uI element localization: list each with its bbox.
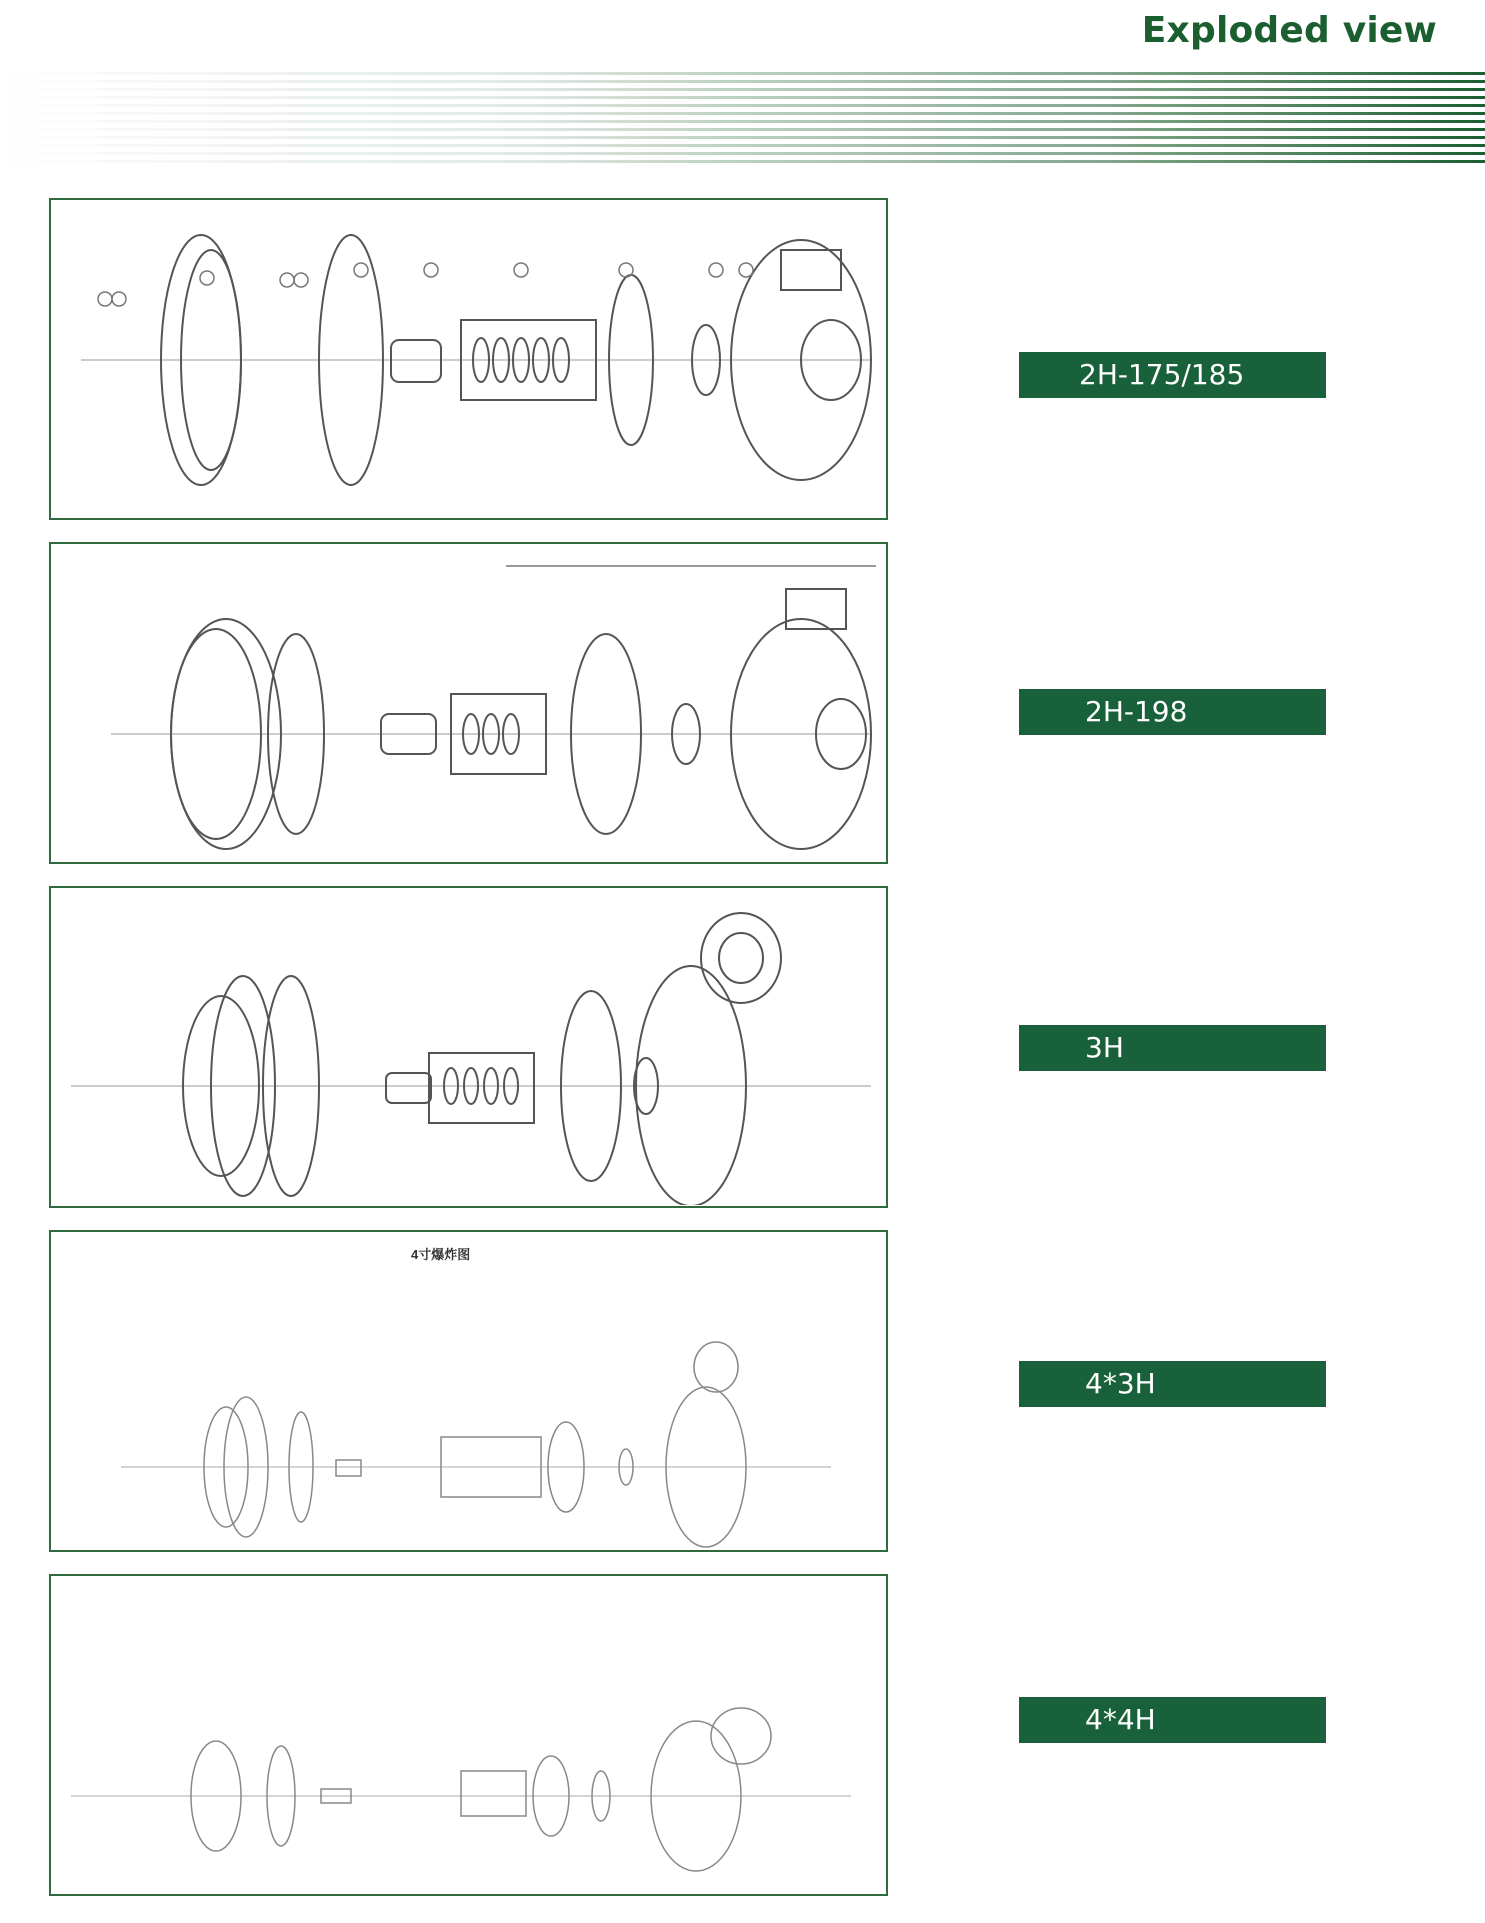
exploded-diagram-2h-175-185 — [49, 198, 888, 520]
model-label-3h: 3H — [1019, 1025, 1326, 1071]
exploded-diagram-4x4h — [49, 1574, 888, 1896]
model-label-4x4h: 4*4H — [1019, 1697, 1326, 1743]
exploded-diagram-4x3h — [49, 1230, 888, 1552]
title-cut-glyphs — [1275, 0, 1435, 2]
page-title: Exploded view — [1141, 10, 1437, 51]
exploded-diagram-3h — [49, 886, 888, 1208]
pump-parts-drawing — [51, 200, 885, 517]
pump-parts-drawing — [51, 1232, 885, 1549]
model-label-2h-198: 2H-198 — [1019, 689, 1326, 735]
exploded-diagram-2h-198 — [49, 542, 888, 864]
model-label-2h-175-185: 2H-175/185 — [1019, 352, 1326, 398]
pump-parts-drawing — [51, 888, 885, 1205]
pump-parts-drawing — [51, 544, 885, 861]
model-label-4x3h: 4*3H — [1019, 1361, 1326, 1407]
pump-parts-drawing — [51, 1576, 885, 1893]
header-stripe-band — [0, 68, 1485, 168]
diagram-caption: 4寸爆炸图 — [411, 1247, 471, 1262]
